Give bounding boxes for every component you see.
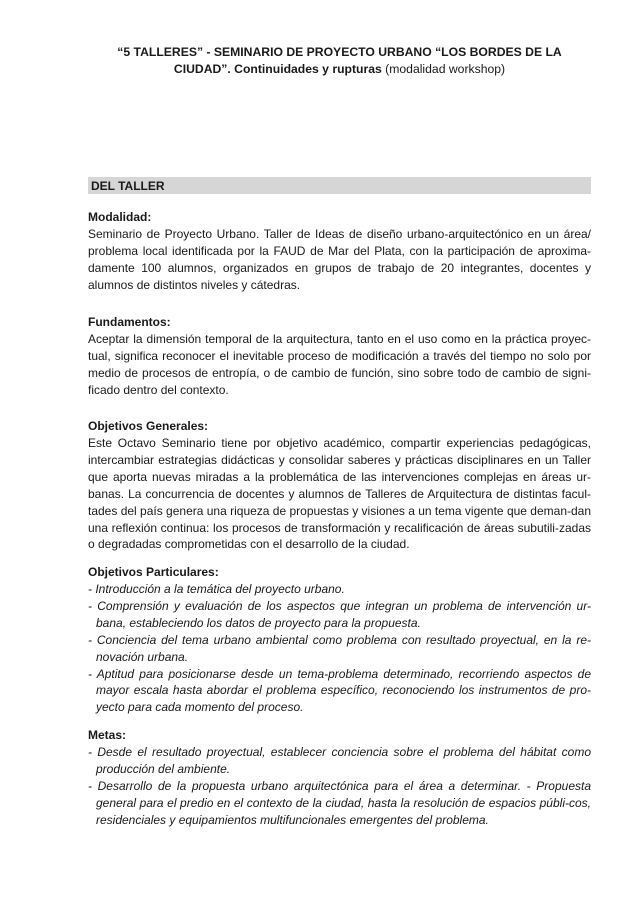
modalidad-heading: Modalidad: — [88, 210, 152, 224]
modalidad-text: Seminario de Proyecto Urbano. Taller de Ideas de diseño urbano-arquitectónico en un área/ problema local identificada por la FAUD de Mar del Plata, con la participación de aproxima-damente 100 alumnos, organizados en grupos de trabajo de 20 integrantes, docentes y alumnos de distintos niveles y cátedras. — [88, 227, 591, 292]
list-item: - Comprensión y evaluación de los aspectos que integran un problema de intervención ur-bana, estableciendo los datos de proyecto para la propuesta. — [88, 598, 591, 630]
list-item: - Conciencia del tema urbano ambiental como problema con resultado proyectual, en la re-novación urbana. — [88, 632, 591, 664]
document-page — [88, 44, 592, 827]
metas-section — [88, 727, 591, 829]
fundamentos-section — [88, 314, 591, 399]
objetivos-particulares-list — [88, 581, 591, 716]
objetivos-generales-heading: Objetivos Generales: — [88, 419, 209, 433]
objetivos-particulares-section — [88, 564, 591, 716]
document-title-suffix: (modalidad workshop) — [381, 62, 506, 76]
fundamentos-text: Aceptar la dimensión temporal de la arquitectura, tanto en el uso como en la práctica proyec-tual, significa reconocer el inevitable proceso de modificación a través del tiempo no solo por medio de procesos de entropía, o de cambio de función, sino sobre todo de cambio de signi-ficado dentro del contexto. — [88, 332, 591, 397]
section-header-bar — [88, 177, 591, 194]
objetivos-generales-section — [88, 418, 591, 553]
objetivos-particulares-heading: Objetivos Particulares: — [88, 565, 219, 579]
list-item: - Aptitud para posicionarse desde un tema-problema determinado, recorriendo aspectos de mayor escala hasta abordar el problema específico, reconociendo los instrumentos de pro-yecto para cada momento del proceso. — [88, 666, 591, 715]
section-header-label: DEL TALLER — [91, 179, 165, 193]
document-title-main: “5 TALLERES” - SEMINARIO DE PROYECTO URBANO “LOS BORDES DE LA CIUDAD”. Continuidades y rupturas — [117, 45, 562, 76]
list-item: - Introducción a la temática del proyecto urbano. — [88, 582, 345, 596]
metas-list — [88, 744, 591, 829]
fundamentos-heading: Fundamentos: — [88, 315, 171, 329]
list-item: - Desde el resultado proyectual, establecer conciencia sobre el problema del hábitat como producción del ambiente. — [88, 745, 591, 776]
metas-heading: Metas: — [88, 728, 127, 742]
objetivos-generales-text: Este Octavo Seminario tiene por objetivo académico, compartir experiencias pedagógicas, intercambiar estrategias didácticas y consolidar saberes y prácticas disciplinares en un Taller que aporta nuevas miradas a la problemática de las intervenciones complejas en áreas ur-banas. La concurrencia de docentes y alumnos de Talleres de Arquitectura de distintas facul-tades del país genera una riqueza de propuestas y visiones a un tema vigente que deman-dan una reflexión continua: los procesos de transformación y recalificación de áreas subutili-zadas o degradadas comprometidas con el desarrollo de la ciudad. — [88, 436, 592, 552]
document-title — [88, 44, 591, 78]
modalidad-section — [88, 209, 591, 294]
list-item: - Desarrollo de la propuesta urbano arquitectónica para el área a determinar. - Propuesta general para el predio en el contexto de la ciudad, hasta la resolución de espacios públi-cos, residenciales y equipamientos multifuncionales emergentes del problema. — [88, 778, 591, 827]
